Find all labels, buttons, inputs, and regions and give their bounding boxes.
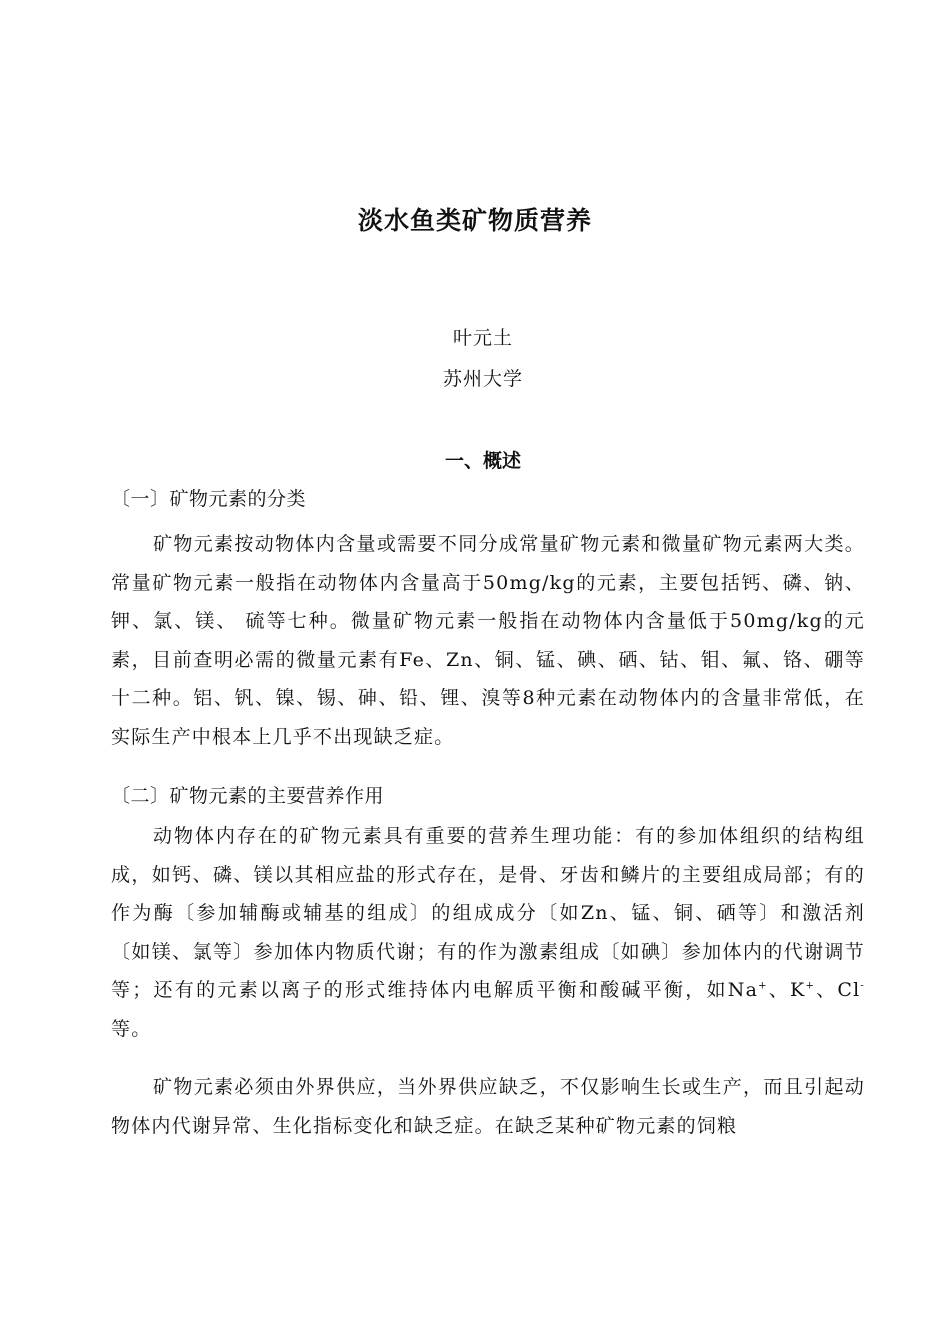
document-title: 淡水鱼类矿物质营养 <box>357 206 592 235</box>
subsection-heading-functions: 〔二〕矿物元素的主要营养作用 <box>111 785 385 807</box>
ion-charge-superscript: + <box>758 980 768 992</box>
ion-charge-superscript: - <box>860 980 865 992</box>
ion-separator: 、Cl <box>815 979 861 1001</box>
paragraph-functions-tail: 等。 <box>111 1017 152 1040</box>
paragraph-functions <box>111 817 865 1048</box>
author-affiliation: 苏州大学 <box>442 368 523 390</box>
paragraph-supply: 矿物元素必须由外界供应，当外界供应缺乏，不仅影响生长或生产，而且引起动物体内代谢异常、生化指标变化和缺乏症。在缺乏某种矿物元素的饲粮 <box>111 1076 865 1137</box>
ion-charge-superscript: + <box>805 980 816 992</box>
ion-separator: 、K <box>767 979 806 1001</box>
author-name: 叶元土 <box>452 327 513 349</box>
section-heading: 一、概述 <box>444 450 521 472</box>
paragraph-classification: 矿物元素按动物体内含量或需要不同分成常量矿物元素和微量矿物元素两大类。常量矿物元素一般指在动物体内含量高于50mg/kg的元素，主要包括钙、磷、钠、钾、氯、镁、 硫等七种。微量矿物元素一般指在动物体内含量低于50mg/kg的元素，目前查明必需的微量元素有Fe、Zn、铜、锰、碘、硒、钴、钼、氟、铬、硼等十二种。铝、钒、镍、锡、砷、铅、锂、溴等8种元素在动物体内的含量非常低，在实际生产中根本上几乎不出现缺乏症。 <box>111 533 865 748</box>
subsection-heading-classification: 〔一〕矿物元素的分类 <box>111 488 307 510</box>
paragraph-functions-text: 动物体内存在的矿物元素具有重要的营养生理功能：有的参加体组织的结构组成，如钙、磷、镁以其相应盐的形式存在，是骨、牙齿和鳞片的主要组成局部；有的作为酶〔参加辅酶或辅基的组成〕的组成成分〔如Zn、锰、铜、硒等〕和激活剂〔如镁、氯等〕参加体内物质代谢；有的作为激素组成〔如碘〕参加体内的代谢调节等；还有的元素以离子的形式维持体内电解质平衡和酸碱平衡，如Na <box>111 825 865 1001</box>
